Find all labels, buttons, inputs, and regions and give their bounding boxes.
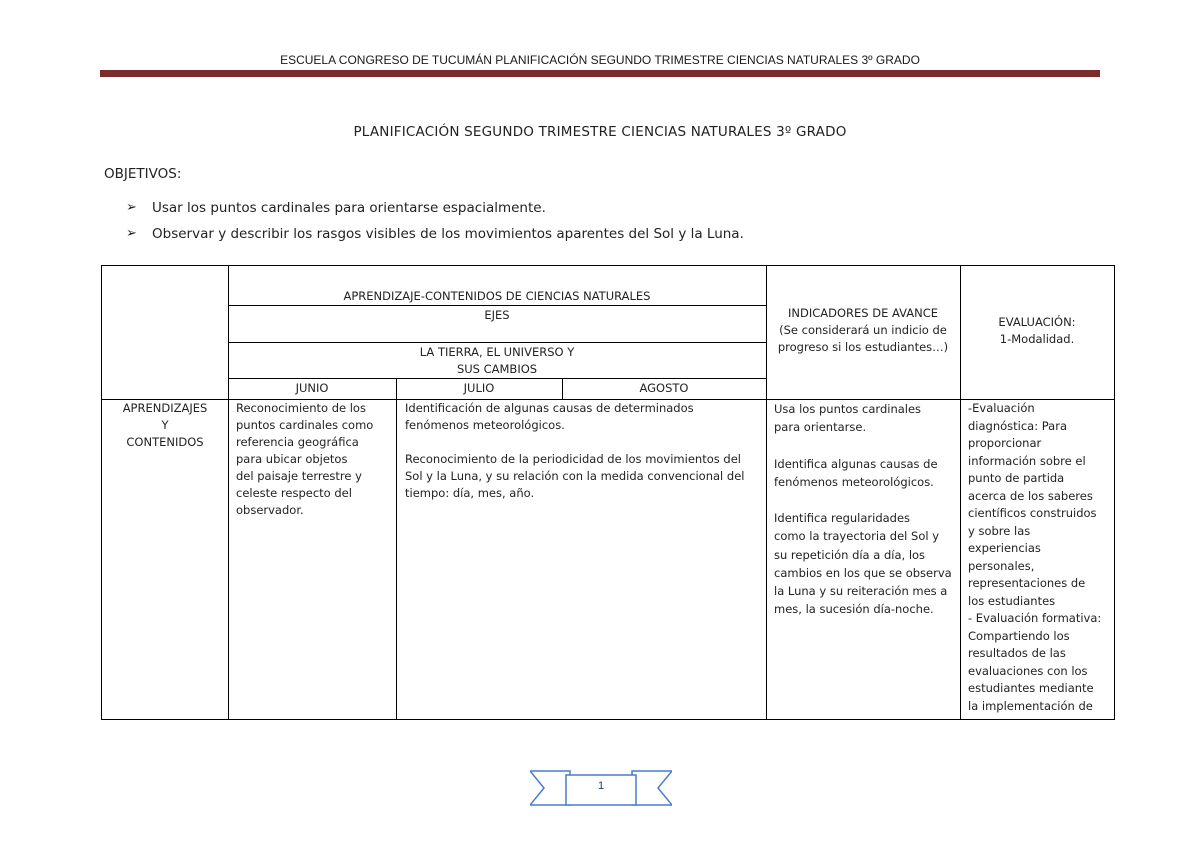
- text-line: - Evaluación formativa:: [968, 611, 1102, 625]
- text-line: acerca de los saberes: [968, 488, 1093, 503]
- text-line: evaluaciones con los: [968, 663, 1088, 678]
- text-line: proporcionar: [968, 436, 1042, 450]
- text-line: referencia geográfica: [236, 435, 359, 449]
- text-line: para orientarse.: [774, 420, 867, 435]
- row-label-line: Y: [161, 418, 169, 432]
- indicators-header: [766, 305, 960, 356]
- table-divider: [228, 305, 766, 306]
- text-line: Identificación de algunas causas de determinados: [405, 401, 694, 415]
- text-line: mes, la sucesión día-noche.: [774, 602, 934, 617]
- arrow-bullet-icon: ➢: [126, 200, 137, 215]
- text-line: los estudiantes: [968, 593, 1056, 608]
- indicators-header-line: progreso si los estudiantes…): [777, 340, 949, 354]
- text-line: cambios en los que se observa: [774, 565, 952, 580]
- objective-text: Observar y describir los rasgos visibles de los movimientos aparentes del Sol y la Luna.: [152, 226, 744, 242]
- text-line: Reconocimiento de la periodicidad de los movimientos del: [405, 452, 741, 466]
- text-gap: [774, 436, 958, 454]
- text-line: Sol y la Luna, y su relación con la medida convencional del: [405, 469, 745, 483]
- text-line: Identifica regularidades: [774, 511, 911, 526]
- text-gap: [405, 434, 761, 451]
- objectives-heading: OBJETIVOS:: [104, 166, 182, 182]
- julio-agosto-content: [405, 400, 761, 502]
- text-line: su repetición día a día, los: [774, 547, 926, 562]
- text-line: punto de partida: [968, 471, 1065, 485]
- table-divider: [396, 378, 397, 719]
- text-line: la Luna y su reiteración mes a: [774, 584, 948, 598]
- month-agosto: AGOSTO: [639, 381, 689, 395]
- page-header: ESCUELA CONGRESO DE TUCUMÁN PLANIFICACIÓN SEGUNDO TRIMESTRE CIENCIAS NATURALES 3º GRADO: [280, 53, 920, 67]
- objective-item: [126, 226, 744, 252]
- axis-header-line: SUS CAMBIOS: [456, 362, 538, 376]
- text-line: puntos cardinales como: [236, 418, 374, 432]
- month-junio: JUNIO: [295, 381, 329, 395]
- text-line: Identifica algunas causas de: [774, 456, 938, 471]
- text-line: tiempo: día, mes, año.: [405, 486, 535, 500]
- text-line: del paisaje terrestre y: [236, 469, 362, 483]
- text-line: fenómenos meteorológicos.: [774, 474, 934, 489]
- text-gap: [774, 491, 958, 509]
- arrow-bullet-icon: ➢: [126, 226, 137, 241]
- planning-table: [101, 265, 1115, 720]
- text-line: representaciones de: [968, 576, 1086, 590]
- contents-header: APRENDIZAJE-CONTENIDOS DE CIENCIAS NATURALES: [343, 289, 651, 303]
- text-line: -Evaluación: [968, 401, 1035, 415]
- text-line: personales,: [968, 558, 1035, 573]
- text-line: resultados de las: [968, 646, 1066, 660]
- indicators-header-line: (Se considerará un indicio de: [779, 323, 947, 337]
- header-rule: [100, 70, 1100, 77]
- text-line: celeste respecto del: [236, 486, 352, 500]
- table-divider: [228, 266, 229, 719]
- table-divider: [228, 378, 766, 379]
- evaluation-header-line: 1-Modalidad.: [999, 332, 1075, 346]
- evaluation-content: [968, 400, 1112, 715]
- text-line: estudiantes mediante: [968, 681, 1094, 695]
- axis-header: [228, 344, 766, 378]
- text-line: información sobre el: [968, 453, 1086, 468]
- indicators-content: [774, 400, 958, 618]
- text-line: experiencias: [968, 541, 1041, 555]
- text-line: Reconocimiento de los: [236, 401, 366, 415]
- month-julio: JULIO: [463, 381, 495, 395]
- text-line: observador.: [236, 503, 304, 517]
- text-line: Usa los puntos cardinales: [774, 402, 922, 416]
- text-line: fenómenos meteorológicos.: [405, 418, 565, 432]
- text-line: para ubicar objetos: [236, 452, 348, 466]
- axis-header-line: LA TIERRA, EL UNIVERSO Y: [419, 345, 575, 359]
- row-label-line: APRENDIZAJES: [122, 401, 208, 415]
- text-line: la implementación de: [968, 698, 1093, 713]
- evaluation-header: [960, 314, 1114, 348]
- indicators-header-line: INDICADORES DE AVANCE: [787, 306, 939, 320]
- objectives-list: [126, 200, 744, 252]
- text-line: diagnóstica: Para: [968, 418, 1068, 433]
- ejes-header: EJES: [484, 308, 510, 322]
- text-line: como la trayectoria del Sol y: [774, 529, 940, 544]
- page-number: 1: [597, 780, 605, 792]
- text-line: y sobre las: [968, 523, 1031, 538]
- row-label: [102, 400, 228, 451]
- junio-content: [236, 400, 392, 519]
- text-line: científicos construidos: [968, 506, 1097, 520]
- objective-text: Usar los puntos cardinales para orientarse espacialmente.: [152, 200, 546, 216]
- document-title: PLANIFICACIÓN SEGUNDO TRIMESTRE CIENCIAS NATURALES 3º GRADO: [353, 124, 847, 140]
- text-line: Compartiendo los: [968, 628, 1070, 643]
- evaluation-header-line: EVALUACIÓN:: [998, 315, 1076, 329]
- row-label-line: CONTENIDOS: [126, 435, 204, 449]
- table-divider: [228, 342, 766, 343]
- objective-item: [126, 200, 744, 226]
